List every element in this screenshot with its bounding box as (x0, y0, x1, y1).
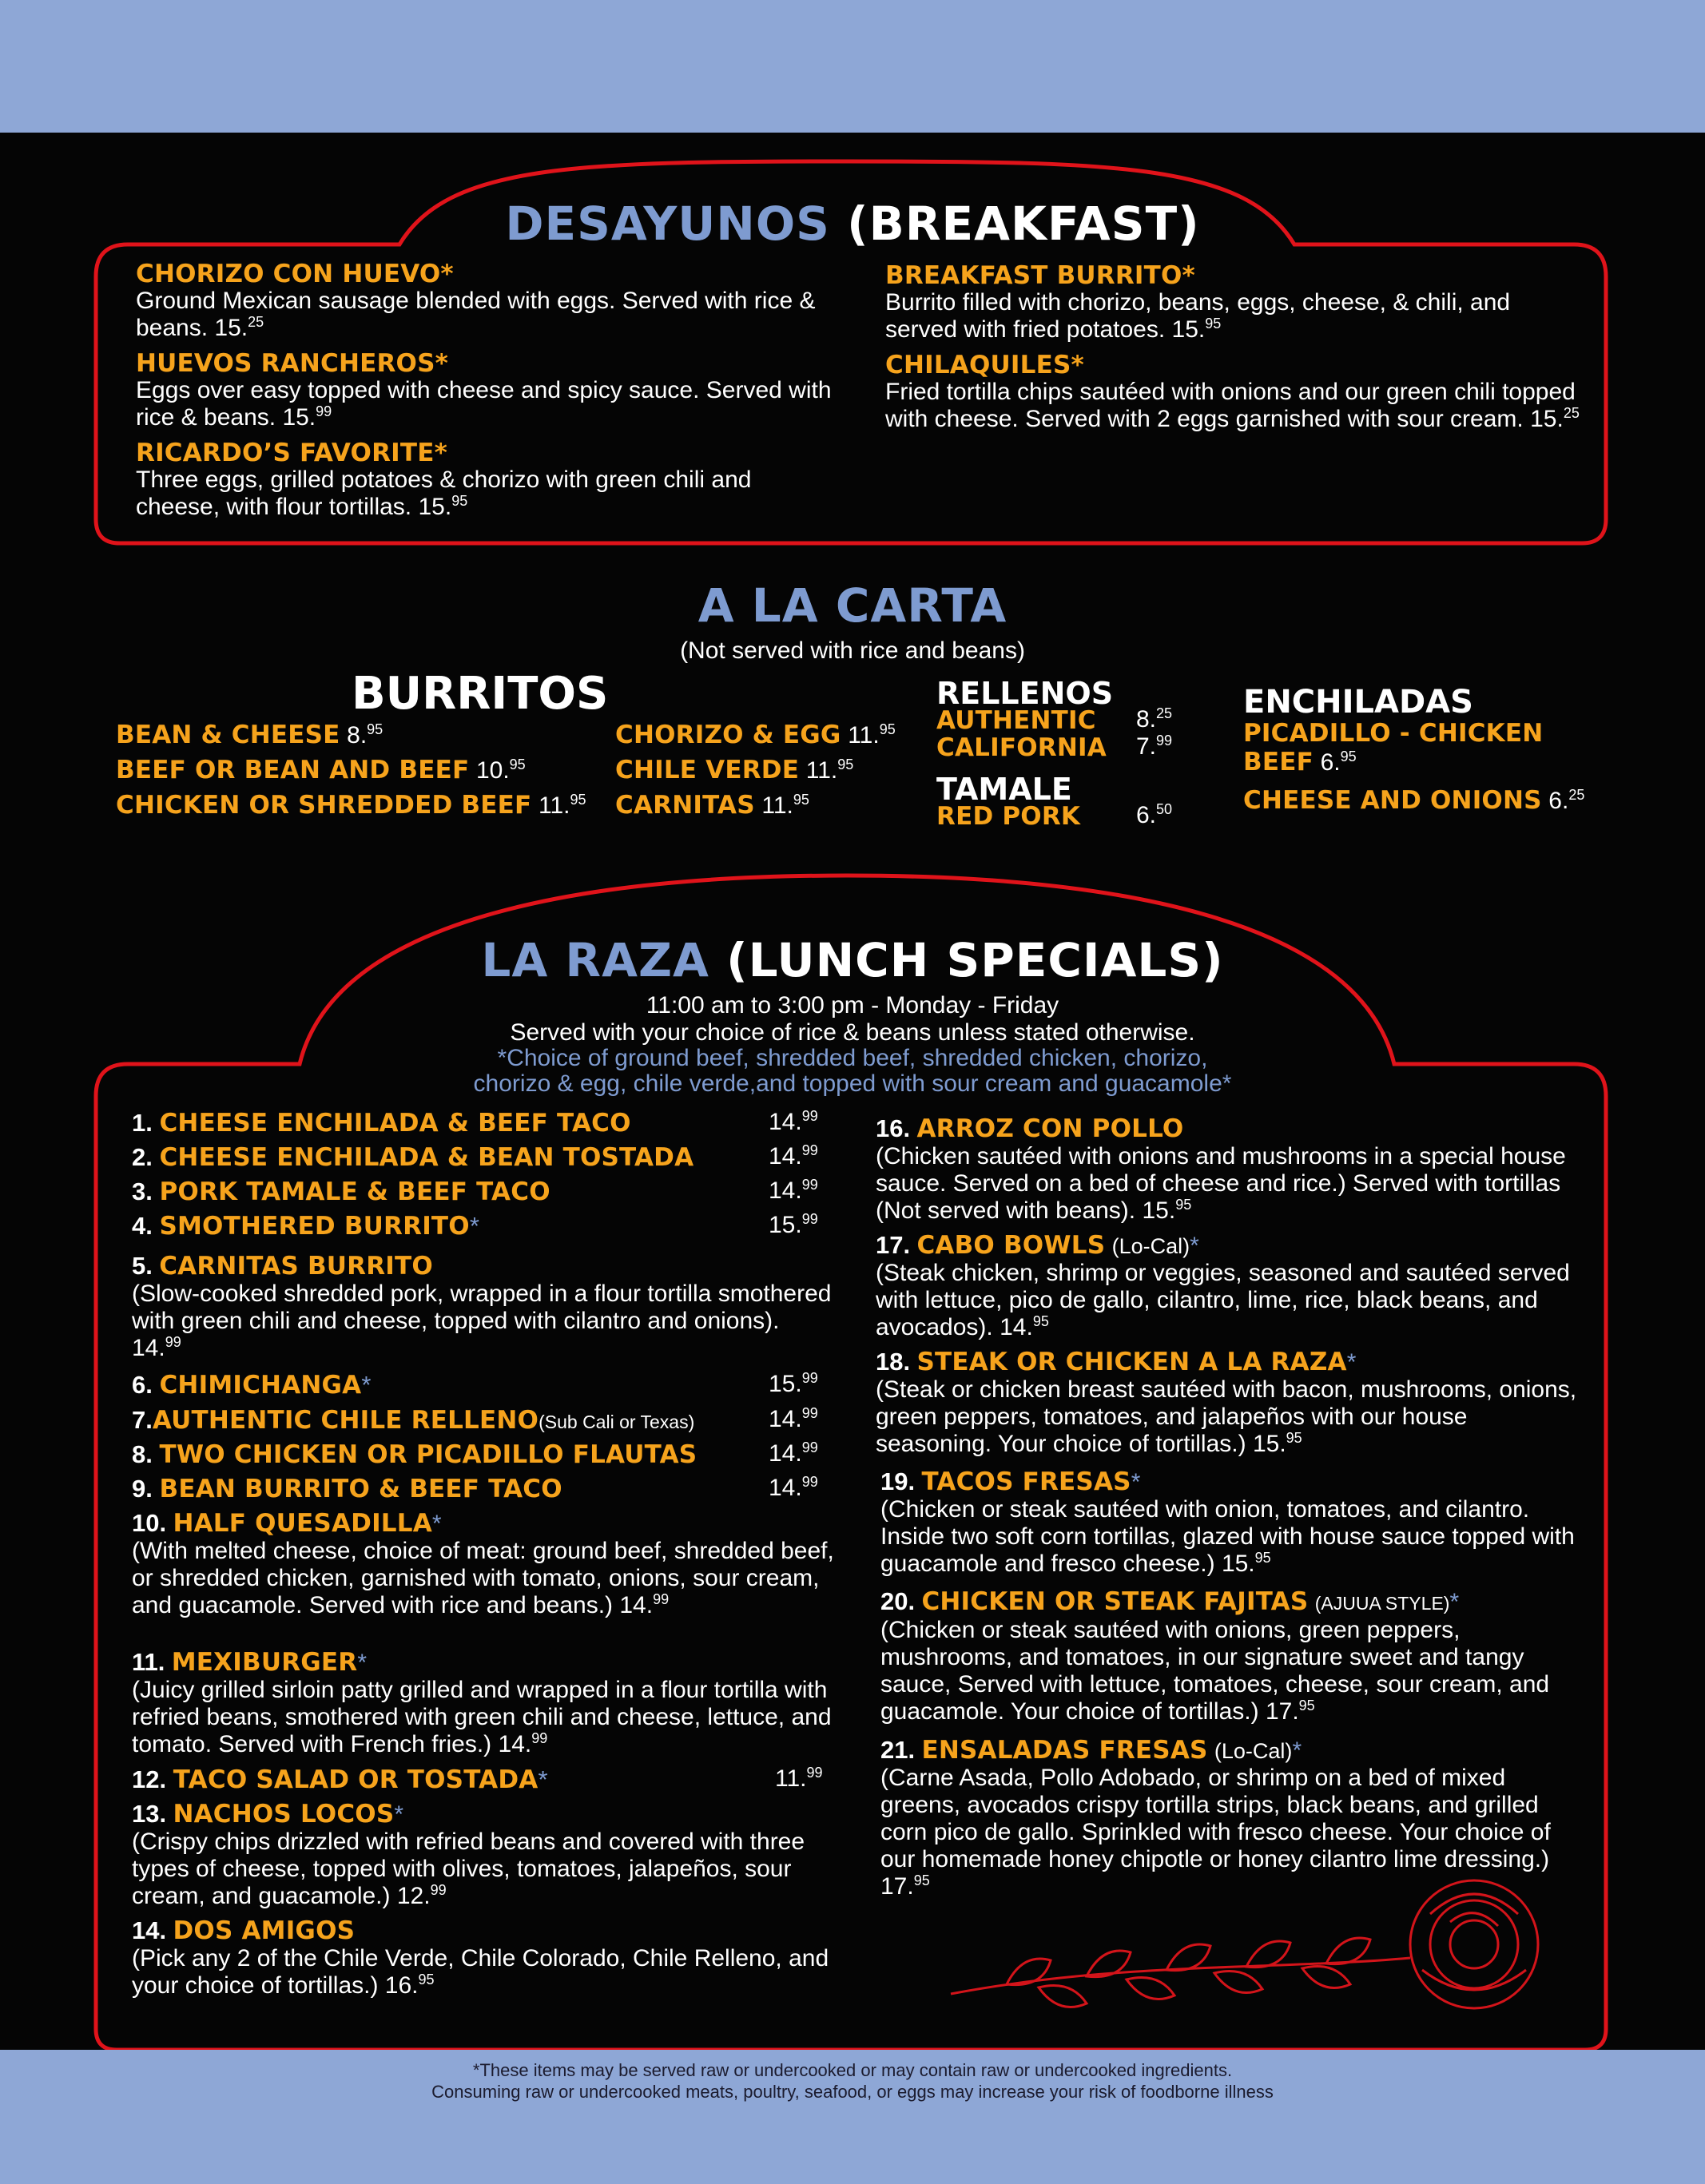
lunch-item: 17. CABO BOWLS (Lo-Cal)* (Steak chicken, shrimp or veggies, seasoned and sautéed served with lettuce, pico de gallo, cilantro, lime, rice, black beans, and avocados). 14.95 (876, 1231, 1570, 1340)
lunch-item: 16. ARROZ CON POLLO (Chicken sautéed with onions and mushrooms in a special house sauce. Served on a bed of cheese and rice.) Served with tortillas (Not served with beans). 15.95 (876, 1114, 1566, 1224)
lunch-item: 19. TACOS FRESAS* (Chicken or steak sautéed with onion, tomatoes, and cilantro. Inside two soft corn tortillas, glazed with house sauce topped with guacamole and fresco cheese.) 15.95 (880, 1467, 1575, 1577)
relleno-row: CALIFORNIA (936, 733, 1107, 762)
lunch-served: Served with your choice of rice & beans unless stated otherwise. (510, 1019, 1195, 1046)
item-desc: Ground Mexican sausage blended with eggs. Served with rice & beans. 15.25 (136, 288, 816, 341)
lunch-item: 2. CHEESE ENCHILADA & BEAN TOSTADA (132, 1143, 694, 1172)
lunch-item: 11. MEXIBURGER* (Juicy grilled sirloin patty grilled and wrapped in a flour tortilla with refried beans, smothered with green chili and cheese, lettuce, and tomato. Served with French fries.) 14.99 (132, 1648, 832, 1757)
lunch-item: 9. BEAN BURRITO & BEEF TACO (132, 1475, 562, 1503)
lunch-item-price: 14.99 (769, 1439, 818, 1467)
lunch-item: 13. NACHOS LOCOS* (Crispy chips drizzled with refried beans and covered with three types of cheese, topped with olives, tomatoes, jalapeños, sour cream, and guacamole.) 12.99 (132, 1800, 805, 1909)
top-band (0, 0, 1705, 133)
item-name: RICARDO’S FAVORITE* (136, 439, 448, 467)
enchiladas-header: ENCHILADAS (1243, 684, 1473, 721)
lunch-item-price: 15.99 (769, 1370, 818, 1397)
lunch-item: 7.AUTHENTIC CHILE RELLENO(Sub Cali or Texas) (132, 1406, 695, 1435)
tamale-header: TAMALE (936, 772, 1072, 807)
menu-panel (0, 133, 1705, 2050)
item-desc: Fried tortilla chips sautéed with onions and our green chili topped with cheese. Served with 2 eggs garnished with sour cream. 15.25 (885, 379, 1580, 432)
enchilada-row: PICADILLO - CHICKEN (1243, 719, 1544, 748)
lunch-hours: 11:00 am to 3:00 pm - Monday - Friday (646, 992, 1059, 1019)
burrito-row: BEEF OR BEAN AND BEEF 10.95 (116, 756, 526, 784)
breakfast-title (0, 197, 1705, 251)
tamale-price: 6.50 (1136, 801, 1173, 828)
lunch-item: 3. PORK TAMALE & BEEF TACO (132, 1177, 550, 1206)
lunch-item: 8. TWO CHICKEN OR PICADILLO FLAUTAS (132, 1440, 698, 1469)
item-name: HUEVOS RANCHEROS* (136, 349, 449, 378)
breakfast-item (885, 262, 1588, 343)
item-desc: Eggs over easy topped with cheese and spicy sauce. Served with rice & beans. 15.99 (136, 377, 832, 431)
lunch-item: 6. CHIMICHANGA* (132, 1371, 372, 1400)
burrito-row: BEAN & CHEESE 8.95 (116, 721, 384, 749)
lunch-item-price: 11.99 (775, 1765, 823, 1792)
breakfast-item (885, 351, 1588, 433)
lunch-item: 14. DOS AMIGOS (Pick any 2 of the Chile Verde, Chile Colorado, Chile Relleno, and your choice of tortillas.) 16.95 (132, 1916, 829, 1999)
burrito-row: CHORIZO & EGG 11.95 (615, 721, 896, 749)
item-desc: Burrito filled with chorizo, beans, eggs, cheese, & chili, and served with fried potatoes. 15.95 (885, 289, 1511, 343)
lunch-title (0, 933, 1705, 987)
footer-disclaimer (0, 2050, 1705, 2184)
item-name: CHILAQUILES* (885, 351, 1084, 379)
alacarta-title (0, 578, 1705, 633)
alacarta-title-text: A LA CARTA (698, 578, 1008, 633)
lunch-item: 5. CARNITAS BURRITO (Slow-cooked shredded pork, wrapped in a flour tortilla smothered with green chili and cheese, topped with cilantro and onions). 14.99 (132, 1252, 832, 1361)
lunch-item: 10. HALF QUESADILLA* (With melted cheese, choice of meat: ground beef, shredded beef, or shredded chicken, garnished with tomato, onions, sour cream, and guacamole. Served with rice and beans.) 14.99 (132, 1509, 834, 1618)
burrito-row: CHILE VERDE 11.95 (615, 756, 854, 784)
enchilada-row: CHEESE AND ONIONS 6.25 (1243, 786, 1585, 815)
breakfast-item (136, 260, 839, 342)
lunch-choice-line1: *Choice of ground beef, shredded beef, shredded chicken, chorizo, (497, 1045, 1208, 1071)
relleno-price: 8.25 (1136, 705, 1173, 733)
footer-line1: *These items may be served raw or undercooked or may contain raw or undercooked ingredients. (472, 2060, 1233, 2080)
lunch-item: 1. CHEESE ENCHILADA & BEEF TACO (132, 1109, 631, 1138)
relleno-row: AUTHENTIC (936, 706, 1096, 735)
lunch-item-price: 15.99 (769, 1211, 818, 1238)
lunch-item: 12. TACO SALAD OR TOSTADA* (132, 1765, 548, 1794)
breakfast-title-en: (BREAKFAST) (847, 197, 1200, 251)
lunch-item: 18. STEAK OR CHICKEN A LA RAZA* (Steak or chicken breast sautéed with bacon, mushrooms, onions, green peppers, tomatoes, and jalapeños with our house seasoning. Your choice of tortillas.) 15.95 (876, 1348, 1577, 1457)
relleno-price: 7.99 (1136, 733, 1173, 760)
breakfast-item (136, 439, 839, 521)
lunch-title-en: (LUNCH SPECIALS) (726, 933, 1224, 987)
burrito-row: CHICKEN OR SHREDDED BEEF 11.95 (116, 791, 586, 820)
alacarta-subtitle: (Not served with rice and beans) (680, 637, 1025, 664)
breakfast-item (136, 350, 839, 431)
lunch-item-price: 14.99 (769, 1405, 818, 1432)
rellenos-header: RELLENOS (936, 676, 1114, 711)
item-name: BREAKFAST BURRITO* (885, 261, 1195, 290)
footer-line2: Consuming raw or undercooked meats, poultry, seafood, or eggs may increase your risk of foodborne illness (431, 2082, 1274, 2102)
lunch-item-price: 14.99 (769, 1177, 818, 1204)
lunch-item-price: 14.99 (769, 1142, 818, 1169)
lunch-choice-line2: chorizo & egg, chile verde,and topped with sour cream and guacamole* (473, 1070, 1232, 1097)
lunch-item: 4. SMOTHERED BURRITO* (132, 1212, 479, 1241)
breakfast-title-es: DESAYUNOS (505, 197, 830, 251)
burrito-row: CARNITAS 11.95 (615, 791, 809, 820)
tamale-row: RED PORK (936, 802, 1081, 831)
item-name: CHORIZO CON HUEVO* (136, 260, 454, 288)
lunch-item: 21. ENSALADAS FRESAS (Lo-Cal)* (Carne Asada, Pollo Adobado, or shrimp on a bed of mixed greens, avocados crispy tortilla strips, black beans, and grilled corn pico de gallo. Sprinkled with fresco cheese. Your choice of our homemade honey chipotle or honey cilantro lime dressing.) 17.95 (880, 1736, 1551, 1900)
enchilada-row: BEEF 6.95 (1243, 748, 1357, 776)
lunch-item: 20. CHICKEN OR STEAK FAJITAS (AJUUA STYLE)* (Chicken or steak sautéed with onions, green peppers, mushrooms, and tomatoes, in our signature sweet and tangy sauce, Served with lettuce, tomatoes, cheese, sour cream, and guacamole. Your choice of tortillas.) 17.95 (880, 1587, 1550, 1725)
lunch-item-price: 14.99 (769, 1474, 818, 1501)
item-desc: Three eggs, grilled potatoes & chorizo with green chili and cheese, with flour tortillas. 15.95 (136, 467, 752, 520)
lunch-title-es: LA RAZA (481, 933, 709, 987)
burritos-header: BURRITOS (352, 668, 609, 720)
lunch-item-price: 14.99 (769, 1108, 818, 1135)
